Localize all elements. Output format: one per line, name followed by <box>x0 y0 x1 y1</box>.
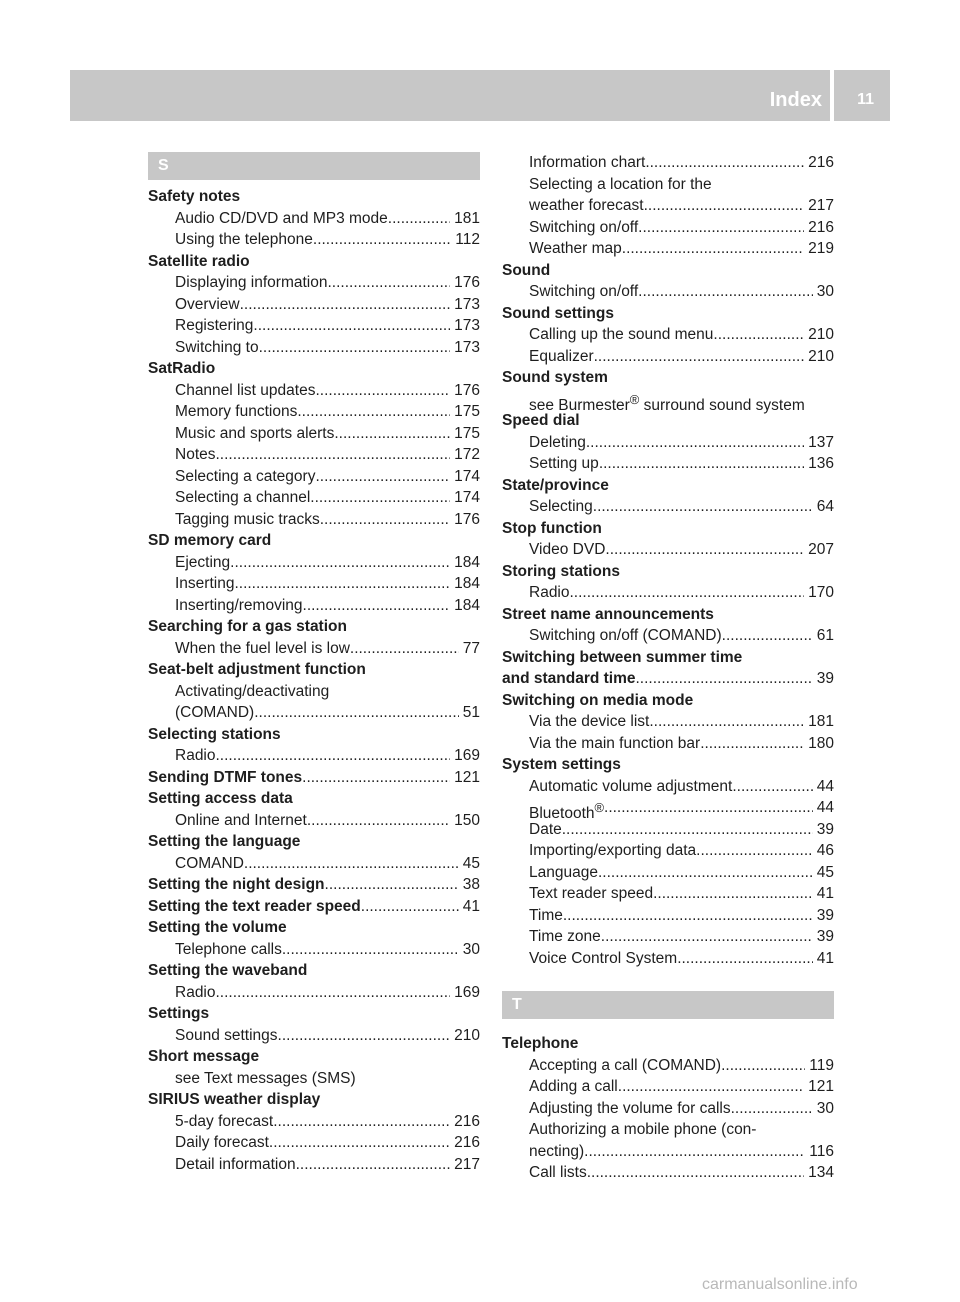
index-entry: Tagging music tracks ..... 176 <box>148 509 480 531</box>
page-ref[interactable]: 134 <box>808 1164 834 1181</box>
index-entry: Time ..... 39 <box>502 905 834 927</box>
page-ref[interactable]: 169 <box>454 983 480 1001</box>
index-entry: Memory functions ..... 175 <box>148 401 480 423</box>
index-entry: Online and Internet ..... 150 <box>148 810 480 832</box>
index-heading: Storing stations <box>502 562 620 580</box>
page-ref[interactable]: 39 <box>816 906 834 924</box>
page-ref[interactable]: 41 <box>462 897 480 915</box>
index-entry: Using the telephone ..... 112 <box>148 229 480 251</box>
page-ref[interactable]: 173 <box>454 317 480 334</box>
index-entry: Call lists ..... 134 <box>502 1162 834 1184</box>
index-entry: Video DVD ..... 207 <box>502 539 834 561</box>
page-ref[interactable]: 45 <box>462 854 480 872</box>
page-ref[interactable]: 46 <box>816 842 834 859</box>
page-ref[interactable]: 150 <box>454 811 480 829</box>
index-entry: Language ..... 45 <box>502 862 834 884</box>
index-heading: Settings <box>148 1005 210 1022</box>
index-entry: Detail information ..... 217 <box>148 1154 480 1176</box>
page-ref[interactable]: 174 <box>454 489 480 506</box>
page-ref[interactable]: 210 <box>808 326 834 343</box>
page-ref[interactable]: 116 <box>809 1142 834 1160</box>
index-see-reference[interactable]: see Burmester® surround sound system <box>529 391 805 414</box>
index-entry: Telephone calls ..... 30 <box>148 939 480 961</box>
index-entry-text: Activating/deactivating <box>175 682 330 700</box>
index-entry: Audio CD/DVD and MP3 mode ..... 181 <box>148 208 480 230</box>
index-entry: Calling up the sound menu ..... 210 <box>502 324 834 346</box>
index-entry: Accepting a call (COMAND) ..... 119 <box>502 1055 834 1077</box>
page-ref[interactable]: 61 <box>816 627 834 644</box>
page-ref[interactable]: 173 <box>454 338 480 356</box>
section-header-s: S <box>148 152 480 180</box>
index-heading: Speed dial <box>502 412 580 429</box>
index-entry: Date ..... 39 <box>502 819 834 841</box>
index-entry: 5-day forecast ..... 216 <box>148 1111 480 1133</box>
index-entry: Adjusting the volume for calls ..... 30 <box>502 1098 834 1120</box>
index-entry: necting) ..... 116 <box>502 1141 834 1163</box>
index-heading: Searching for a gas station <box>148 618 347 635</box>
index-entry: Deleting ..... 137 <box>502 432 834 454</box>
header-bar <box>70 70 890 121</box>
index-heading: Short message <box>148 1048 260 1065</box>
page-ref[interactable]: 216 <box>808 154 834 171</box>
index-entry: When the fuel level is low ..... 77 <box>148 638 480 660</box>
page-ref[interactable]: 175 <box>454 403 480 420</box>
page-ref[interactable]: 176 <box>454 381 480 399</box>
index-heading: SIRIUS weather display <box>148 1091 321 1108</box>
page-ref[interactable]: 41 <box>816 885 834 902</box>
index-heading: Satellite radio <box>148 252 250 270</box>
index-heading: Safety notes <box>148 188 241 205</box>
index-entry: Music and sports alerts ..... 175 <box>148 423 480 445</box>
index-entry: Notes ..... 172 <box>148 444 480 466</box>
index-entry: Sound settings ..... 210 <box>148 1025 480 1047</box>
page-ref[interactable]: 64 <box>816 498 834 515</box>
index-entry: Via the main function bar ..... 180 <box>502 733 834 755</box>
index-entry: Selecting a channel ..... 174 <box>148 487 480 509</box>
index-entry-text: Selecting a location for the <box>529 175 712 193</box>
index-heading: Telephone <box>502 1035 579 1052</box>
index-entry: Switching on/off ..... 30 <box>502 281 834 303</box>
header-divider <box>830 70 834 121</box>
page-ref[interactable]: 121 <box>454 768 480 786</box>
index-heading: SatRadio <box>148 360 216 377</box>
page-ref[interactable]: 30 <box>816 1099 834 1117</box>
index-column-left <box>148 152 480 1175</box>
index-entry: (COMAND) ..... 51 <box>148 702 480 724</box>
index-entry: Overview ..... 173 <box>148 294 480 316</box>
index-heading: Setting the waveband <box>148 962 308 979</box>
index-entry: Voice Control System ..... 41 <box>502 948 834 970</box>
page-ref[interactable]: 41 <box>816 949 834 967</box>
index-entry: Radio ..... 170 <box>502 582 834 604</box>
index-entry: Radio ..... 169 <box>148 982 480 1004</box>
index-entry: Automatic volume adjustment ..... 44 <box>502 776 834 798</box>
page-ref[interactable]: 119 <box>809 1056 834 1074</box>
page-ref[interactable]: 207 <box>808 541 834 558</box>
page-ref[interactable]: 38 <box>462 876 480 893</box>
index-entry: Selecting ..... 64 <box>502 496 834 518</box>
index-entry-bold: Setting the text reader speed ..... 41 <box>148 896 480 918</box>
index-entry: Importing/exporting data ..... 46 <box>502 840 834 862</box>
index-entry-bold: Sending DTMF tones ..... 121 <box>148 767 480 789</box>
page-ref[interactable]: 172 <box>454 446 480 463</box>
page-ref[interactable]: 176 <box>454 274 480 291</box>
page-ref[interactable]: 174 <box>454 467 480 485</box>
page-ref[interactable]: 112 <box>455 231 480 248</box>
page-ref[interactable]: 169 <box>454 747 480 764</box>
page-ref[interactable]: 30 <box>816 283 834 300</box>
page-ref[interactable]: 216 <box>454 1112 480 1130</box>
page-ref[interactable]: 39 <box>816 928 834 945</box>
page-ref[interactable]: 184 <box>454 553 480 571</box>
index-entry: Information chart ..... 216 <box>502 152 834 174</box>
index-entry: Adding a call ..... 121 <box>502 1076 834 1098</box>
index-entry: Channel list updates ..... 176 <box>148 380 480 402</box>
page-ref[interactable]: 136 <box>808 455 834 472</box>
index-heading: Stop function <box>502 519 602 537</box>
index-entry: Equalizer ..... 210 <box>502 346 834 368</box>
page-ref[interactable]: 181 <box>808 713 834 730</box>
index-entry: Bluetooth® ..... 44 <box>502 797 834 819</box>
watermark: carmanualsonline.info <box>702 1276 858 1293</box>
page-ref[interactable]: 170 <box>808 584 834 601</box>
index-entry: Weather map ..... 219 <box>502 238 834 260</box>
page-ref[interactable]: 180 <box>808 734 834 752</box>
index-heading: State/province <box>502 476 609 494</box>
index-heading: Street name announcements <box>502 605 714 623</box>
page-ref[interactable]: 77 <box>462 639 480 657</box>
index-heading: Setting access data <box>148 790 293 807</box>
page-ref[interactable]: 39 <box>816 670 834 687</box>
index-column-right <box>502 152 834 1184</box>
section-header-t: T <box>502 991 834 1019</box>
index-entry: Time zone ..... 39 <box>502 926 834 948</box>
index-entry-text: Authorizing a mobile phone (con- <box>529 1121 757 1138</box>
index-entry: Switching on/off ..... 216 <box>502 217 834 239</box>
index-heading: Switching on media mode <box>502 691 694 709</box>
page-ref[interactable]: 184 <box>454 575 480 592</box>
index-entry: Via the device list ..... 181 <box>502 711 834 733</box>
index-entry: Registering ..... 173 <box>148 315 480 337</box>
page-title: Index <box>769 89 822 111</box>
page-ref[interactable]: 45 <box>816 863 834 881</box>
index-entry: Switching to ..... 173 <box>148 337 480 359</box>
index-entry: Radio ..... 169 <box>148 745 480 767</box>
index-entry: Daily forecast ..... 216 <box>148 1132 480 1154</box>
page-ref[interactable]: 217 <box>454 1155 480 1173</box>
page-ref[interactable]: 44 <box>816 799 834 816</box>
index-entry: Setting up ..... 136 <box>502 453 834 475</box>
page-ref[interactable]: 210 <box>454 1026 480 1044</box>
page-ref[interactable]: 175 <box>454 424 480 442</box>
index-entry: Switching on/off (COMAND) ..... 61 <box>502 625 834 647</box>
page-ref[interactable]: 219 <box>808 240 834 257</box>
index-entry: Selecting a category ..... 174 <box>148 466 480 488</box>
index-heading: SD memory card <box>148 532 272 549</box>
index-entry-bold: Setting the night design ..... 38 <box>148 874 480 896</box>
index-heading: Seat-belt adjustment function <box>148 661 366 678</box>
index-heading: Setting the language <box>148 833 301 850</box>
page-ref[interactable]: 30 <box>462 940 480 958</box>
page-ref[interactable]: 44 <box>816 777 834 795</box>
index-entry: Inserting/removing ..... 184 <box>148 595 480 617</box>
page-ref[interactable]: 51 <box>462 704 480 721</box>
page-ref[interactable]: 216 <box>454 1134 480 1151</box>
index-entry: Inserting ..... 184 <box>148 573 480 595</box>
index-heading: Sound settings <box>502 304 614 322</box>
index-heading: Setting the volume <box>148 919 287 936</box>
index-heading: Selecting stations <box>148 725 281 743</box>
page-ref[interactable]: 217 <box>808 197 834 214</box>
index-entry: Displaying information ..... 176 <box>148 272 480 294</box>
page-ref[interactable]: 184 <box>454 596 480 614</box>
index-heading: System settings <box>502 756 621 773</box>
page-number: 11 <box>857 91 874 108</box>
index-heading: Switching between summer time <box>502 648 743 666</box>
index-entry: Ejecting ..... 184 <box>148 552 480 574</box>
index-entry: weather forecast ..... 217 <box>502 195 834 217</box>
page-ref[interactable]: 137 <box>808 433 834 451</box>
page-ref[interactable]: 121 <box>808 1078 834 1095</box>
page-ref[interactable]: 210 <box>808 347 834 365</box>
index-entry: COMAND ..... 45 <box>148 853 480 875</box>
index-heading: Sound <box>502 261 551 279</box>
page-ref[interactable]: 176 <box>454 510 480 528</box>
page-ref[interactable]: 181 <box>454 209 480 227</box>
index-see-reference[interactable]: see Text messages (SMS) <box>175 1069 356 1087</box>
page-ref[interactable]: 216 <box>808 218 834 236</box>
index-entry-bold: and standard time ..... 39 <box>502 668 834 690</box>
index-entry: Text reader speed ..... 41 <box>502 883 834 905</box>
page-ref[interactable]: 173 <box>454 295 480 313</box>
index-heading: Sound system <box>502 369 608 386</box>
page-ref[interactable]: 39 <box>816 820 834 838</box>
